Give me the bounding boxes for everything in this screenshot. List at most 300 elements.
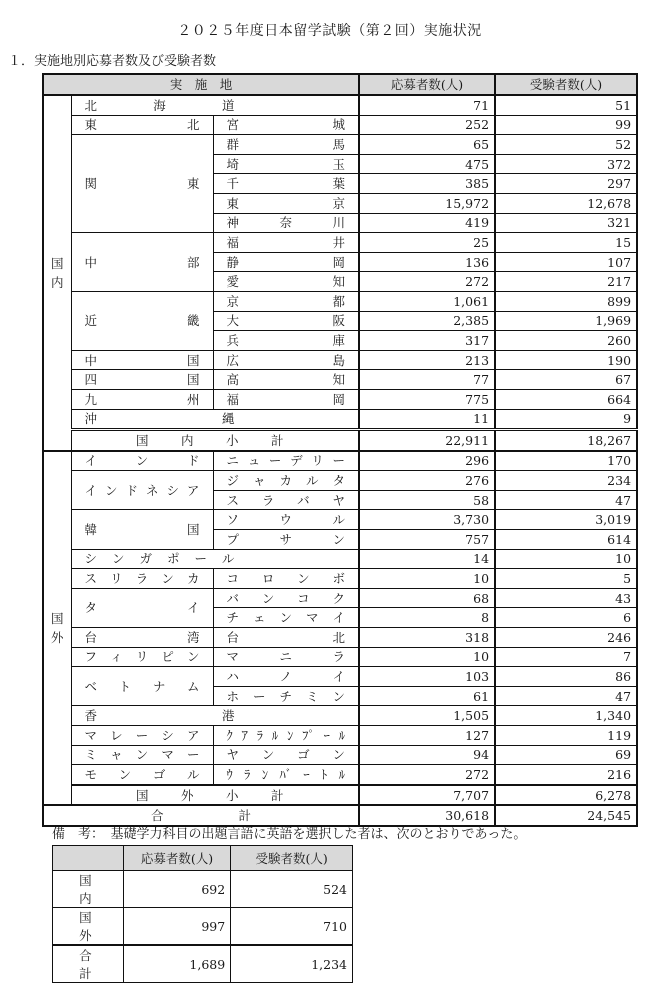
spaced-label: [219, 570, 354, 587]
label-char: 北: [332, 629, 346, 645]
label-char: 宮: [226, 117, 240, 133]
overseas-subtotal-row: [43, 785, 637, 806]
spaced-label: [219, 727, 354, 744]
label-char: ー: [186, 747, 200, 763]
examinees-value: 190: [495, 350, 637, 370]
header-examinees: 受験者数(人): [231, 846, 353, 871]
subtotal-applicants: 7,707: [359, 785, 495, 806]
spaced-label: [219, 136, 354, 153]
subtotal-label: 国 外 小 計: [71, 785, 359, 806]
examinees-value: 107: [495, 252, 637, 272]
examinees-value: 52: [495, 135, 637, 155]
examinees-value: 1,234: [231, 945, 353, 983]
spaced-label: [77, 570, 208, 587]
subtotal-label: 国 内 小 計: [71, 430, 359, 451]
applicants-value: 8: [359, 608, 495, 628]
applicants-value: 775: [359, 389, 495, 409]
label-char: ﾙ: [338, 766, 345, 782]
english-table-header-row: [53, 846, 353, 871]
label-char: ン: [118, 766, 132, 782]
examinees-value: 1,969: [495, 311, 637, 331]
table-row: [43, 745, 637, 765]
block-label: [71, 350, 213, 370]
label-char: コ: [297, 590, 310, 606]
label-char: リ: [311, 453, 324, 469]
english-language-table: [52, 845, 353, 983]
site-label: [213, 193, 359, 213]
label-char: ミ: [306, 688, 319, 704]
examinees-value: 15: [495, 233, 637, 253]
spaced-label: [77, 452, 208, 469]
label-char: ェ: [253, 610, 266, 626]
examinees-value: 67: [495, 370, 637, 390]
label-char: ｳ: [226, 766, 233, 782]
applicants-value: 127: [359, 726, 495, 746]
label-char: 部: [186, 254, 200, 270]
label-char: 島: [332, 352, 346, 368]
label-char: 東: [226, 195, 240, 211]
spaced-label: [77, 391, 208, 408]
site-label: [213, 331, 359, 351]
label-char: ﾙ: [271, 727, 279, 743]
label-char: ジ: [226, 473, 240, 489]
label-char: リ: [135, 649, 149, 665]
applicants-by-site-table: [42, 73, 638, 827]
label-char: 中: [84, 254, 98, 270]
label-char: ー: [332, 453, 346, 469]
table-row: [43, 389, 637, 409]
label-char: 知: [332, 372, 346, 388]
label-char: レ: [110, 727, 123, 743]
label-char: モ: [84, 766, 98, 782]
table-row: [43, 471, 637, 491]
examinees-value: 614: [495, 530, 637, 550]
label-char: ク: [332, 590, 345, 606]
spaced-label: [77, 410, 243, 427]
table-row: [43, 647, 637, 667]
label-char: ﾝ: [261, 766, 269, 782]
label-char: ン: [332, 747, 345, 763]
label-char: ｱ: [241, 727, 248, 743]
site-label: [213, 667, 359, 687]
spaced-label: [219, 254, 354, 271]
label-char: イ: [186, 600, 200, 616]
label-char: 京: [332, 195, 346, 211]
examinees-value: 51: [495, 95, 637, 115]
label-char: ホ: [226, 688, 240, 704]
label-char: 岡: [332, 254, 346, 270]
block-label: [71, 135, 213, 233]
examinees-value: 899: [495, 291, 637, 311]
block-label: [71, 706, 359, 726]
examinees-value: 86: [495, 667, 637, 687]
label-char: ニ: [279, 649, 293, 665]
label-char: サ: [279, 531, 293, 547]
label-char: ゴ: [297, 747, 310, 763]
label-char: イ: [332, 610, 346, 626]
table-row: [43, 667, 637, 687]
label-char: 城: [332, 117, 346, 133]
spaced-label: [219, 273, 354, 290]
block-label: [71, 451, 213, 471]
label-char: ラ: [135, 571, 149, 587]
label-char: 馬: [332, 136, 346, 152]
label-char: 台: [84, 629, 98, 645]
label-char: バ: [297, 492, 310, 508]
label-char: 福: [226, 391, 240, 407]
row-label: 国 外: [53, 908, 124, 946]
site-label: [213, 569, 359, 589]
spaced-label: [219, 452, 354, 469]
label-char: ム: [186, 678, 200, 694]
region-char: 国: [50, 611, 64, 627]
label-char: ィ: [110, 649, 123, 665]
label-char: ル: [306, 473, 319, 489]
label-char: ﾌﾟ: [302, 727, 315, 743]
applicants-value: 136: [359, 252, 495, 272]
spaced-label: [77, 678, 208, 695]
label-char: 群: [226, 136, 240, 152]
site-label: [213, 233, 359, 253]
table-row: [43, 588, 637, 608]
examinees-value: 99: [495, 115, 637, 135]
header-examinees: 受験者数(人): [495, 74, 637, 95]
site-label: [213, 291, 359, 311]
site-label: [213, 745, 359, 765]
label-char: シ: [166, 482, 179, 498]
label-char: ヤ: [332, 492, 345, 508]
applicants-value: 419: [359, 213, 495, 233]
label-char: ハ: [226, 669, 240, 685]
site-label: [213, 370, 359, 390]
block-label: [71, 409, 359, 430]
label-char: ト: [118, 678, 132, 694]
label-char: 東: [84, 117, 98, 133]
label-char: イ: [84, 453, 98, 469]
applicants-value: 385: [359, 174, 495, 194]
english-row-overseas: [53, 908, 353, 946]
examinees-value: 216: [495, 765, 637, 785]
site-label: [213, 389, 359, 409]
block-label: [71, 389, 213, 409]
label-char: 沖: [84, 411, 98, 427]
label-char: コ: [226, 571, 240, 587]
label-char: ﾊﾞ: [279, 766, 292, 782]
examinees-value: 372: [495, 154, 637, 174]
label-char: 海: [153, 97, 166, 113]
label-char: 東: [186, 176, 200, 192]
label-char: ア: [186, 727, 200, 743]
applicants-value: 77: [359, 370, 495, 390]
applicants-value: 997: [123, 908, 230, 946]
label-char: ン: [186, 649, 200, 665]
label-char: 関: [84, 176, 98, 192]
label-char: 広: [226, 352, 240, 368]
region-char: 内: [50, 274, 64, 290]
label-char: ド: [125, 482, 138, 498]
label-char: 奈: [279, 215, 293, 231]
examinees-value: 710: [231, 908, 353, 946]
label-char: 中: [84, 352, 98, 368]
label-char: 兵: [226, 332, 240, 348]
block-label: [71, 745, 213, 765]
label-char: ネ: [145, 482, 159, 498]
label-char: 都: [332, 293, 346, 309]
label-char: ス: [226, 492, 240, 508]
spaced-label: [219, 391, 354, 408]
label-char: ﾗ: [256, 727, 264, 743]
table-row: [43, 135, 637, 155]
applicants-value: 103: [359, 667, 495, 687]
examinees-value: 69: [495, 745, 637, 765]
spaced-label: [219, 472, 354, 489]
examinees-value: 12,678: [495, 193, 637, 213]
applicants-value: 757: [359, 530, 495, 550]
label-char: ル: [332, 512, 346, 528]
label-char: カ: [186, 571, 200, 587]
label-char: 京: [226, 293, 240, 309]
label-char: ｸ: [226, 727, 233, 743]
region-label: [43, 451, 71, 806]
spaced-label: [77, 707, 243, 724]
region-label: [43, 95, 71, 451]
table-row: [43, 451, 637, 471]
site-label: [213, 174, 359, 194]
spaced-label: [77, 352, 208, 369]
examinees-value: 3,019: [495, 510, 637, 530]
label-char: 岡: [332, 391, 346, 407]
label-char: 阪: [332, 313, 346, 329]
spaced-label: [77, 116, 208, 133]
block-label: [71, 726, 213, 746]
label-char: 国: [186, 352, 200, 368]
site-label: [213, 530, 359, 550]
site-label: [213, 213, 359, 233]
label-char: 大: [226, 313, 240, 329]
applicants-value: 58: [359, 490, 495, 510]
examinees-value: 260: [495, 331, 637, 351]
label-char: ポ: [166, 551, 180, 567]
table-row: [43, 628, 637, 648]
row-label: 国 内: [53, 871, 124, 908]
spaced-label: [219, 175, 354, 192]
label-char: 四: [84, 372, 98, 388]
table-body: [43, 95, 637, 826]
label-char: 玉: [332, 156, 346, 172]
label-char: マ: [226, 649, 240, 665]
site-label: [213, 115, 359, 135]
site-label: [213, 135, 359, 155]
label-char: ン: [332, 531, 346, 547]
label-char: ピ: [161, 649, 174, 665]
site-label: [213, 311, 359, 331]
label-char: 国: [186, 372, 200, 388]
site-label: [213, 588, 359, 608]
applicants-value: 272: [359, 272, 495, 292]
label-char: ー: [253, 688, 266, 704]
spaced-label: [219, 116, 354, 133]
applicants-value: 94: [359, 745, 495, 765]
spaced-label: [219, 746, 354, 763]
spaced-label: [219, 156, 354, 173]
spaced-label: [77, 371, 208, 388]
label-char: ン: [279, 610, 293, 626]
subtotal-examinees: 6,278: [495, 785, 637, 806]
examinees-value: 7: [495, 647, 637, 667]
site-label: [213, 628, 359, 648]
applicants-value: 25: [359, 233, 495, 253]
table-row: [43, 510, 637, 530]
label-char: 香: [84, 708, 98, 724]
spaced-label: [219, 234, 354, 251]
applicants-value: 272: [359, 765, 495, 785]
label-char: ル: [186, 766, 200, 782]
table-row: [43, 370, 637, 390]
label-char: ラ: [261, 492, 275, 508]
english-row-total: [53, 945, 353, 983]
examinees-value: 234: [495, 471, 637, 491]
spaced-label: [219, 609, 354, 626]
label-char: マ: [161, 747, 174, 763]
examinees-value: 10: [495, 549, 637, 569]
label-char: 福: [226, 234, 240, 250]
spaced-label: [219, 332, 354, 349]
site-label: [213, 765, 359, 785]
label-char: 州: [186, 391, 200, 407]
label-char: 畿: [186, 313, 200, 329]
examinees-value: 170: [495, 451, 637, 471]
spaced-label: [77, 254, 208, 271]
spaced-label: [77, 550, 243, 567]
table-row: [43, 350, 637, 370]
label-char: ソ: [226, 512, 240, 528]
label-char: 川: [332, 215, 346, 231]
label-char: 高: [226, 372, 240, 388]
row-label: 合 計: [53, 945, 124, 983]
label-char: ボ: [332, 571, 345, 587]
applicants-value: 14: [359, 549, 495, 569]
page-title: ２０２５年度日本留学試験（第２回）実施状況: [177, 23, 482, 39]
block-label: [71, 647, 213, 667]
applicants-value: 15,972: [359, 193, 495, 213]
examinees-value: 297: [495, 174, 637, 194]
table-row: [43, 549, 637, 569]
examinees-value: 5: [495, 569, 637, 589]
spaced-label: [77, 648, 208, 665]
label-char: ン: [332, 688, 346, 704]
label-char: 国: [186, 522, 200, 538]
applicants-value: 11: [359, 409, 495, 430]
label-char: イ: [84, 482, 98, 498]
label-char: ﾙ: [338, 727, 345, 743]
label-char: イ: [332, 669, 346, 685]
block-label: [71, 588, 213, 627]
spaced-label: [219, 492, 354, 509]
applicants-value: 296: [359, 451, 495, 471]
label-char: シ: [161, 727, 174, 743]
applicants-value: 10: [359, 569, 495, 589]
label-char: 道: [221, 97, 235, 113]
label-char: 九: [84, 391, 98, 407]
domestic-subtotal-row: [43, 430, 637, 451]
applicants-value: 71: [359, 95, 495, 115]
spaced-label: [77, 175, 208, 192]
site-label: [213, 252, 359, 272]
label-char: 千: [226, 176, 240, 192]
spaced-label: [219, 312, 354, 329]
applicants-value: 213: [359, 350, 495, 370]
site-label: [213, 451, 359, 471]
examinees-value: 246: [495, 628, 637, 648]
block-label: [71, 233, 213, 292]
applicants-value: 65: [359, 135, 495, 155]
block-label: [71, 765, 213, 785]
applicants-value: 276: [359, 471, 495, 491]
label-char: ン: [135, 453, 149, 469]
examinees-value: 664: [495, 389, 637, 409]
spaced-label: [219, 371, 354, 388]
applicants-value: 68: [359, 588, 495, 608]
examinees-value: 217: [495, 272, 637, 292]
table-row: [43, 409, 637, 430]
label-char: ャ: [253, 473, 266, 489]
label-char: ン: [135, 747, 149, 763]
label-char: ン: [111, 551, 125, 567]
applicants-value: 317: [359, 331, 495, 351]
spaced-label: [77, 482, 208, 499]
label-char: 葉: [332, 176, 346, 192]
applicants-value: 1,061: [359, 291, 495, 311]
label-char: 庫: [332, 332, 346, 348]
block-label: [71, 549, 359, 569]
table-row: [43, 569, 637, 589]
label-char: 埼: [226, 156, 240, 172]
examinees-value: 119: [495, 726, 637, 746]
applicants-value: 1,505: [359, 706, 495, 726]
label-char: 静: [226, 254, 240, 270]
spaced-label: [219, 195, 354, 212]
label-char: シ: [84, 551, 98, 567]
label-char: 港: [221, 708, 235, 724]
label-char: 縄: [221, 411, 235, 427]
label-char: 井: [332, 234, 346, 250]
applicants-value: 1,689: [123, 945, 230, 983]
label-char: ド: [186, 453, 200, 469]
label-char: フ: [84, 649, 98, 665]
block-label: [71, 628, 213, 648]
table-row: [43, 765, 637, 785]
examinees-value: 47: [495, 490, 637, 510]
site-label: [213, 608, 359, 628]
label-char: ン: [261, 747, 275, 763]
site-label: [213, 726, 359, 746]
spaced-label: [77, 521, 208, 538]
label-char: 北: [186, 117, 200, 133]
applicants-value: 61: [359, 686, 495, 706]
site-label: [213, 490, 359, 510]
label-char: ラ: [332, 649, 346, 665]
label-char: ン: [104, 482, 118, 498]
block-label: [71, 115, 213, 135]
label-char: ﾝ: [287, 727, 294, 743]
block-label: [71, 471, 213, 510]
label-char: ゴ: [152, 766, 166, 782]
label-char: タ: [84, 600, 98, 616]
label-char: バ: [226, 590, 240, 606]
spaced-label: [219, 531, 354, 548]
spaced-label: [219, 511, 354, 528]
label-char: プ: [226, 531, 240, 547]
